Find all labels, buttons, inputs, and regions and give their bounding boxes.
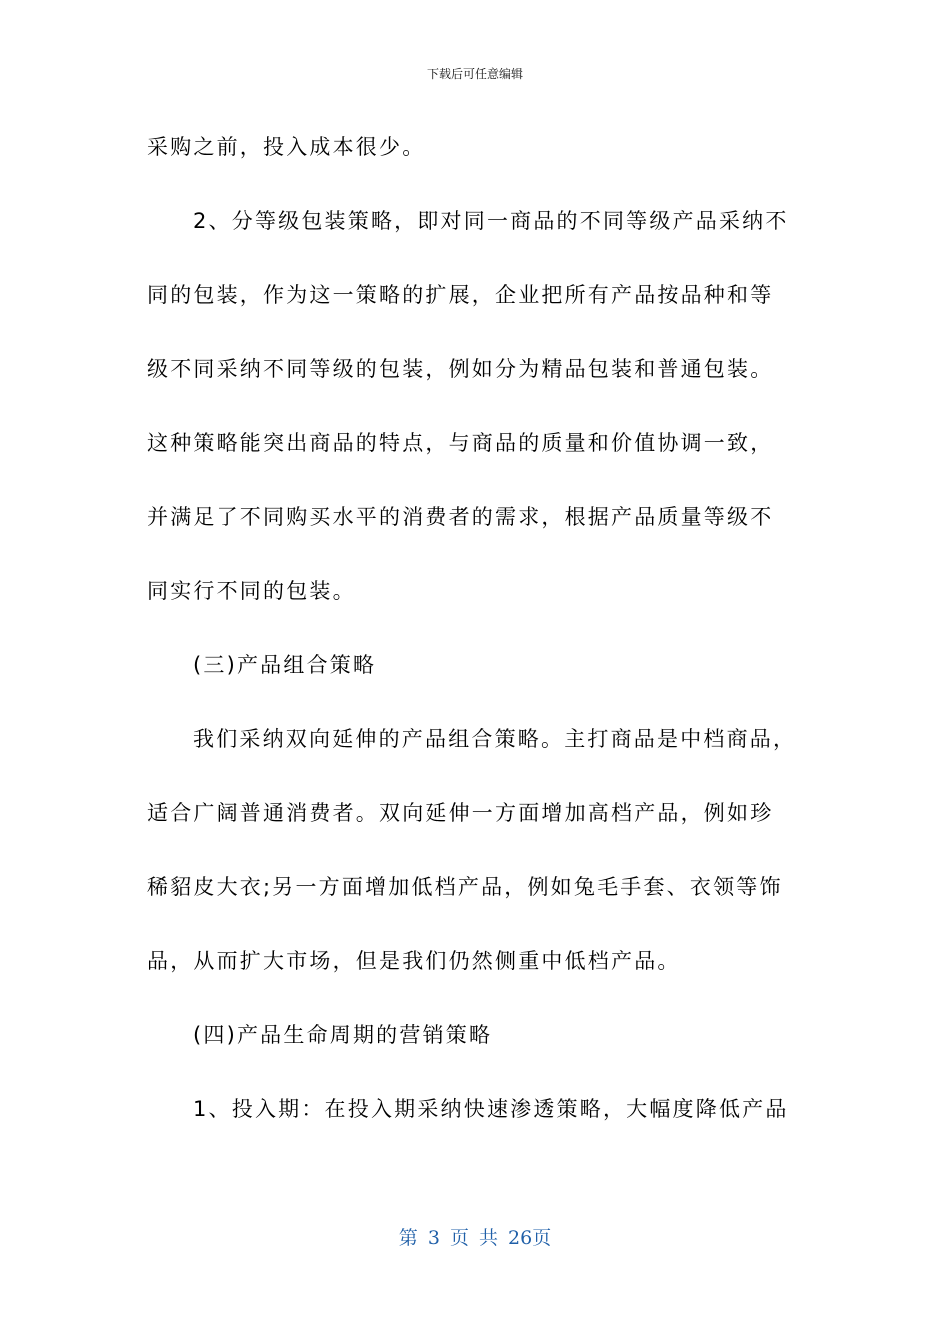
text-line: 这种策略能突出商品的特点，与商品的质量和价值协调一致， [147,431,774,455]
text-line: 稀貂皮大衣;另一方面增加低档产品，例如兔毛手套、衣领等饰 [147,875,783,899]
text-line: 适合广阔普通消费者。双向延伸一方面增加高档产品，例如珍 [147,801,774,825]
section-heading: (四)产品生命周期的营销策略 [193,1023,493,1047]
text-line: 我们采纳双向延伸的产品组合策略。主打商品是中档商品， [193,727,797,751]
document-body [147,120,803,1156]
section-heading: (三)产品组合策略 [193,653,377,677]
text-line: 2、分等级包装策略，即对同一商品的不同等级产品采纳不 [193,209,789,233]
text-line: 1、投入期：在投入期采纳快速渗透策略，大幅度降低产品 [193,1097,789,1121]
text-line: 品，从而扩大市场，但是我们仍然侧重中低档产品。 [147,949,681,973]
text-line: 采购之前，投入成本很少。 [147,135,426,159]
text-line: 并满足了不同购买水平的消费者的需求，根据产品质量等级不 [147,505,774,529]
text-line: 级不同采纳不同等级的包装，例如分为精品包装和普通包装。 [147,357,774,381]
text-line: 同实行不同的包装。 [147,579,356,603]
page-header: 下载后可任意编辑 [426,67,523,81]
page-number-footer: 第 3 页 共 26页 [398,1227,552,1249]
text-line: 同的包装，作为这一策略的扩展，企业把所有产品按品种和等 [147,283,774,307]
